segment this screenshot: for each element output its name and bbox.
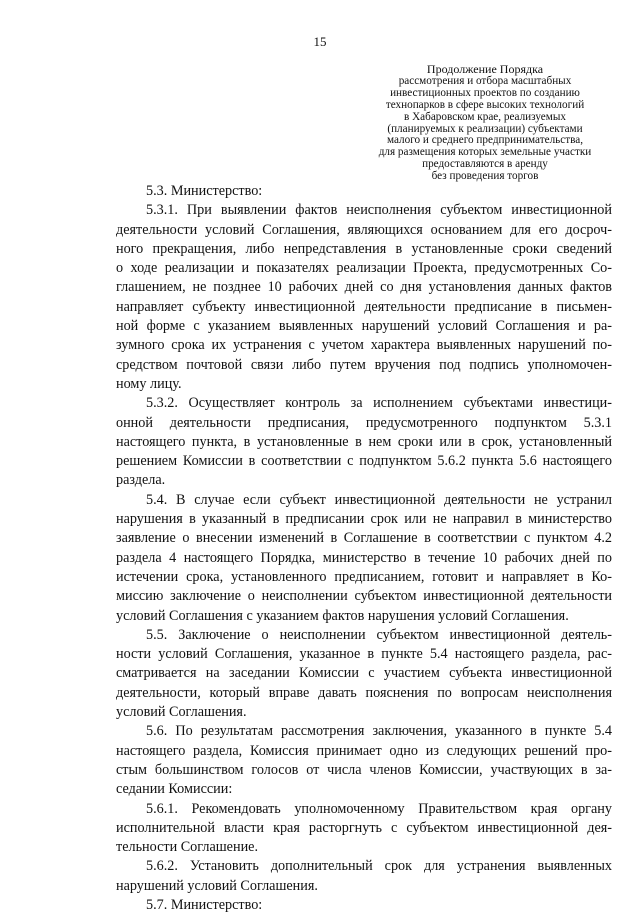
paragraph-line: 5.6.1. Рекомендовать уполномоченному Правительством края органу — [146, 800, 612, 817]
paragraph-line: 5.7. Министерство: — [146, 896, 263, 913]
header-line: малого и среднего предпринимательства, — [386, 134, 584, 147]
header-line: технопарков в сфере высоких технологий — [385, 98, 585, 111]
header-line: инвестиционных проектов по созданию — [390, 86, 580, 99]
header-line: (планируемых к реализации) субъектами — [387, 122, 583, 135]
header-line: предоставляются в аренду — [422, 158, 548, 171]
paragraph-line: тельности Соглашение. — [116, 839, 259, 856]
header-line: Продолжение Порядка — [426, 62, 544, 76]
paragraph-line: 5.6. По результатам рассмотрения заключения, указанного в пункте 5.4 — [146, 723, 612, 740]
paragraph-line: стым большинством голосов от числа членов Комиссии, участвующих в за- — [116, 761, 612, 778]
paragraph-line: настоящего пункта, в установленные в нем сроки или в срок, установленный — [116, 433, 612, 450]
header-line: рассмотрения и отбора масштабных — [398, 74, 572, 87]
paragraph-line: решением Комиссии в соответствии с подпунктом 5.6.2 пункта 5.6 настоящего — [116, 453, 612, 470]
paragraph — [116, 896, 612, 915]
paragraph-line: настоящего раздела, Комиссия принимает одно из следующих решений про- — [116, 742, 612, 759]
paragraph — [116, 722, 612, 799]
header-line: без проведения торгов — [431, 170, 539, 183]
paragraph-line: ному лицу. — [116, 375, 182, 392]
document-body — [116, 182, 612, 915]
paragraph — [116, 201, 612, 394]
paragraph-line: 5.3.2. Осуществляет контроль за исполнением субъектами инвестици- — [146, 395, 612, 412]
paragraph-line: о ходе реализации и показателях реализации Проекта, предусмотренных Со- — [116, 260, 612, 277]
paragraph — [116, 857, 612, 896]
paragraph-line: раздела. — [116, 472, 166, 489]
document-header-continuation — [360, 64, 610, 183]
paragraph — [116, 394, 612, 490]
paragraph-line: ного прекращения, либо непредставления в установленные сроки сведений — [116, 240, 612, 257]
paragraph-line: глашением, не позднее 10 рабочих дней со дня установления данных фактов — [116, 279, 612, 296]
paragraph — [116, 491, 612, 626]
paragraph-line: 5.3.1. При выявлении фактов неисполнения субъектом инвестиционной — [146, 202, 612, 219]
header-line: для размещения которых земельные участки — [378, 146, 592, 159]
paragraph-line: нарушения в указанный в предписании срок или не направил в министерство — [116, 511, 612, 528]
paragraph-line: направляет субъекту инвестиционной деятельности предписание в письмен- — [116, 298, 612, 315]
paragraph-line: онной деятельности предписания, предусмотренного подпунктом 5.3.1 — [116, 414, 612, 431]
paragraph-line: 5.4. В случае если субъект инвестиционной деятельности не устранил — [146, 491, 612, 508]
paragraph-line: раздела 4 настоящего Порядка, министерство в течение 10 рабочих дней по — [116, 549, 612, 566]
paragraph-line: нарушений условий Соглашения. — [116, 877, 318, 894]
page-number: 15 — [313, 34, 327, 49]
paragraph-line: ной форме с указанием выявленных нарушений условий Соглашения и ра- — [116, 318, 612, 335]
paragraph-line: средством почтовой связи либо путем вручения под подпись уполномочен- — [116, 356, 612, 373]
paragraph-line: 5.6.2. Установить дополнительный срок для устранения выявленных — [146, 858, 612, 875]
paragraph-line: условий Соглашения с указанием фактов нарушения условий Соглашения. — [116, 607, 569, 624]
paragraph-line: миссию заключение о неисполнении субъектом инвестиционной деятельности — [116, 588, 612, 605]
paragraph-line: истечении срока, установленного предписанием, готовит и направляет в Ко- — [116, 568, 612, 585]
header-line: в Хабаровском крае, реализуемых — [404, 110, 566, 123]
paragraph-line: седании Комиссии: — [116, 781, 233, 798]
paragraph-line: 5.3. Министерство: — [146, 183, 263, 199]
paragraph-line: условий Соглашения. — [116, 704, 247, 721]
paragraph-line: 5.5. Заключение о неисполнении субъектом инвестиционной деятель- — [146, 626, 612, 643]
paragraph — [116, 800, 612, 858]
paragraph-line: сматривается на заседании Комиссии с участием субъекта инвестиционной — [116, 665, 612, 682]
paragraph-line: деятельности условий Соглашения, являющихся основанием для его досроч- — [116, 221, 612, 238]
paragraph-line: заявление о внесении изменений в Соглашение в соответствии с пунктом 4.2 — [116, 530, 612, 547]
paragraph-line: деятельности, который вправе давать пояснения по вопросам неисполнения — [116, 684, 612, 701]
paragraph-line: исполнительной власти края расторгнуть с субъектом инвестиционной дея- — [116, 819, 612, 836]
paragraph-line: зумного срока их устранения с учетом характера выявленных нарушений по- — [116, 337, 612, 354]
paragraph — [116, 626, 612, 722]
paragraph — [116, 182, 612, 201]
paragraph-line: ности условий Соглашения, указанное в пункте 5.4 настоящего раздела, рас- — [116, 646, 612, 663]
